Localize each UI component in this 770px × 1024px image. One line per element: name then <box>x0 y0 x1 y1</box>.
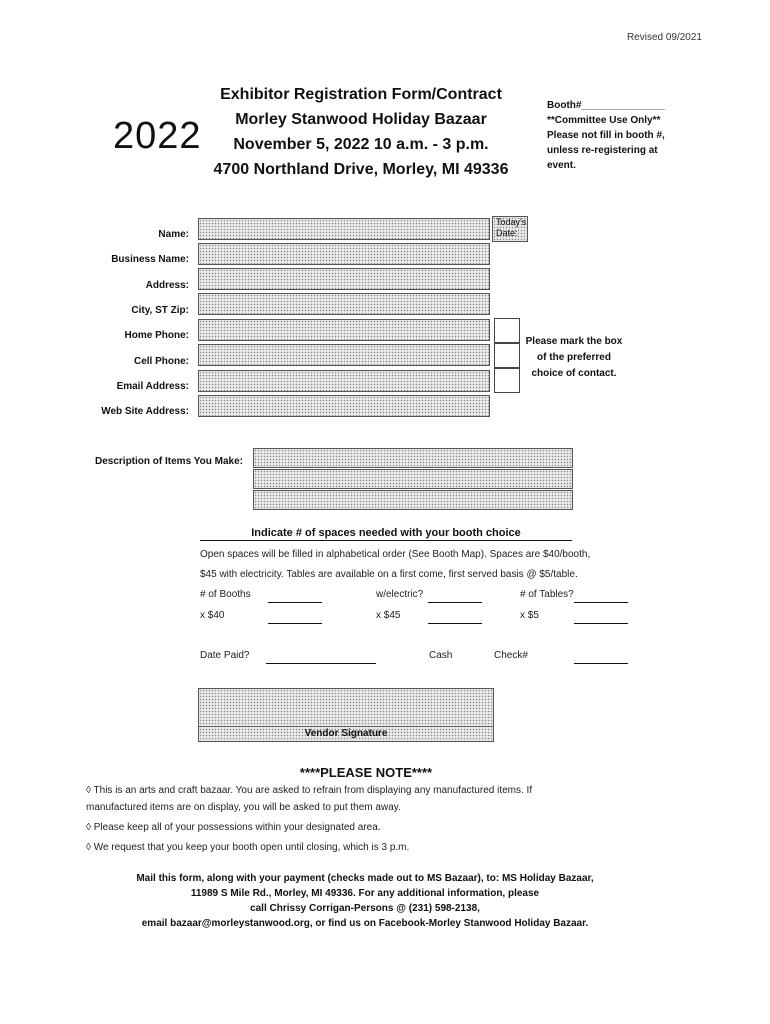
cell-phone-label: Cell Phone: <box>133 356 189 367</box>
mailing-line: 11989 S Mile Rd., Morley, MI 49336. For any additional information, please <box>190 888 540 899</box>
cell-phone-contact-checkbox[interactable] <box>494 343 520 368</box>
website-label: Web Site Address: <box>101 406 189 417</box>
note-item: ◊ Please keep all of your possessions within your designated area. <box>86 822 381 833</box>
contact-note-line: of the preferred <box>537 352 611 363</box>
spaces-info-line: $45 with electricity. Tables are available on a first come, first served basis @ $5/table. <box>200 569 578 580</box>
event-address: 4700 Northland Drive, Morley, MI 49336 <box>213 161 509 178</box>
electric-price-label: x $45 <box>376 610 401 621</box>
address-label: Address: <box>145 280 189 291</box>
name-field[interactable] <box>198 218 490 240</box>
spaces-info-line: Open spaces will be filled in alphabetical order (See Booth Map). Spaces are $40/booth, <box>200 549 591 560</box>
booth-note-line: unless re-registering at <box>547 145 658 156</box>
note-item: manufactured items are on display, you will be asked to put them away. <box>86 802 401 813</box>
email-label: Email Address: <box>116 381 189 392</box>
home-phone-field[interactable] <box>198 319 490 341</box>
booths-count-field[interactable] <box>268 590 322 603</box>
booth-number-line: Booth#_______________ <box>547 100 665 111</box>
mailing-line: call Chrissy Corrigan-Persons @ (231) 598-2138, <box>250 903 480 914</box>
todays-date-label: Date: <box>496 228 518 238</box>
date-paid-label: Date Paid? <box>200 650 250 661</box>
committee-use-only: **Committee Use Only** <box>547 115 661 126</box>
revised-date: Revised 09/2021 <box>626 32 702 43</box>
address-field[interactable] <box>198 268 490 290</box>
email-field[interactable] <box>198 370 490 392</box>
todays-date-field[interactable] <box>492 216 528 242</box>
home-phone-label: Home Phone: <box>124 330 189 341</box>
contact-preference-note <box>520 334 628 382</box>
electric-label: w/electric? <box>376 589 424 600</box>
description-field[interactable] <box>253 469 573 489</box>
description-field[interactable] <box>253 490 573 510</box>
description-field[interactable] <box>253 448 573 468</box>
contact-note-line: Please mark the box <box>525 336 623 347</box>
event-year: 2022 <box>113 115 202 157</box>
name-label: Name: <box>158 229 189 240</box>
booth-total-field[interactable] <box>268 611 322 624</box>
contact-note-line: choice of contact. <box>531 368 617 379</box>
vendor-signature-label: Vendor Signature <box>198 726 494 739</box>
city-state-zip-label: City, ST Zip: <box>131 305 189 316</box>
spaces-heading: Indicate # of spaces needed with your booth choice <box>200 527 572 541</box>
form-title: Exhibitor Registration Form/Contract <box>220 86 502 103</box>
mailing-line: Mail this form, along with your payment (checks made out to MS Bazaar), to: MS Holiday Bazaar, <box>136 873 594 884</box>
city-state-zip-field[interactable] <box>198 293 490 315</box>
electric-count-field[interactable] <box>428 590 482 603</box>
mailing-line: email bazaar@morleystanwood.org, or find us on Facebook-Morley Stanwood Holiday Bazaar. <box>141 918 589 929</box>
business-name-field[interactable] <box>198 243 490 265</box>
booth-note-line: event. <box>547 160 576 171</box>
email-contact-checkbox[interactable] <box>494 368 520 393</box>
booth-price-label: x $40 <box>200 610 225 621</box>
booth-note-line: Please not fill in booth #, <box>547 130 665 141</box>
todays-date-label: Today's <box>496 217 527 227</box>
please-note-heading: ****PLEASE NOTE**** <box>299 765 433 780</box>
website-field[interactable] <box>198 395 490 417</box>
date-paid-field[interactable] <box>266 651 376 664</box>
check-number-field[interactable] <box>574 651 628 664</box>
electric-total-field[interactable] <box>428 611 482 624</box>
event-date-time: November 5, 2022 10 a.m. - 3 p.m. <box>233 136 489 153</box>
note-item: ◊ We request that you keep your booth open until closing, which is 3 p.m. <box>86 842 410 853</box>
event-name: Morley Stanwood Holiday Bazaar <box>235 111 487 128</box>
table-price-label: x $5 <box>520 610 539 621</box>
check-label: Check# <box>494 650 528 661</box>
cell-phone-field[interactable] <box>198 344 490 366</box>
business-name-label: Business Name: <box>111 254 189 265</box>
tables-label: # of Tables? <box>520 589 574 600</box>
table-total-field[interactable] <box>574 611 628 624</box>
description-label: Description of Items You Make: <box>95 456 243 467</box>
note-item: ◊ This is an arts and craft bazaar. You are asked to refrain from displaying any manufactured items. If <box>86 785 533 796</box>
booth-committee-note <box>547 98 707 173</box>
tables-count-field[interactable] <box>574 590 628 603</box>
cash-label: Cash <box>429 650 453 661</box>
booths-label: # of Booths <box>200 589 251 600</box>
home-phone-contact-checkbox[interactable] <box>494 318 520 343</box>
